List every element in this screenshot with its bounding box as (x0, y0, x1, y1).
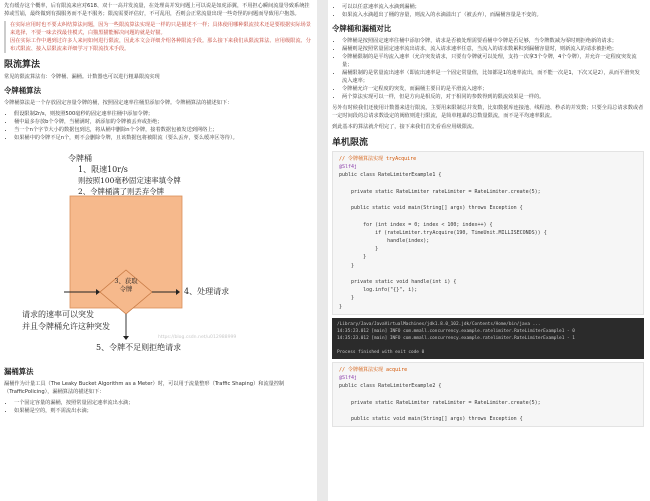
list-item: • 如果桶中的令牌不足n个，则不会删除令牌，且该数据包将被限流（要么丢弃，要么缓冲区等待）。 (14, 134, 311, 142)
diagram-step5: 5、令牌不足则拒绝请求 (96, 343, 182, 352)
diagram-step1a: 1、限速10r/s (78, 165, 128, 174)
intro-quote (4, 21, 311, 53)
compare-bullet-list (332, 37, 644, 101)
code-line: handle(index); (339, 238, 430, 245)
console-output (332, 318, 644, 359)
leaky-bullet-list (4, 399, 311, 415)
diagram-step3a: 3、获取 (114, 277, 138, 285)
arrow-down-head (123, 336, 129, 340)
heading-token-bucket: 令牌桶算法 (4, 86, 41, 95)
list-item: • 假设限制2r/s，则按照500毫秒的固定速率往桶中添加令牌； (14, 110, 311, 118)
list-item: • 桶中最多存放b个令牌，当桶满时，新添加的令牌被丢弃或拒绝； (14, 118, 311, 126)
list-item: • 两个算法实现可以一样，但是方向是相反的，对于相同的参数得到的限流效果是一样的。 (342, 93, 644, 101)
list-item: • 令牌桶是按照固定速率往桶中添加令牌，请求是否被处理需要看桶中令牌是否足够，当令牌数减为零时则拒绝新的请求； (342, 37, 644, 45)
diagram-step3 (112, 277, 140, 293)
list-item: • 令牌桶允许一定程度的突发，而漏桶主要目的是平滑流入速率； (342, 85, 644, 93)
algorithms-text: 常见的限流算法有：令牌桶、漏桶。计数器也可以进行粗暴限流实现 (4, 74, 160, 80)
diagram-req-a: 请求的速率可以突发 (22, 310, 94, 319)
code-line: public static void main(String[] args) throws Exception { (339, 416, 523, 423)
diagram-title: 令牌桶 (68, 154, 92, 163)
code-line: } (339, 246, 379, 253)
diagram-step2: 2、令牌桶满了则丢弃令牌 (78, 187, 165, 196)
code-line: public static void main(String[] args) throws Exception { (339, 205, 523, 212)
code-comment: // 令牌桶算法实现 acquire (339, 366, 408, 373)
heading-algorithms: 限流算法 (4, 60, 41, 70)
heading-compare: 令牌桶和漏桶对比 (332, 24, 392, 33)
leaky-intro: 漏桶作为计量工具（The Leaky Bucket Algorithm as a Meter）时，可以用于流量整形（Traffic Shaping）和流量控制（TrafficPolicing），漏桶算法的描述如下： (4, 381, 285, 395)
right-top-bullets (332, 3, 644, 19)
code-line: } (339, 303, 343, 310)
code-block-2 (332, 362, 644, 427)
token-bullet-list (4, 110, 311, 142)
diagram-step4: 4、处理请求 (184, 287, 230, 296)
heading-leaky-bucket: 漏桶算法 (4, 367, 34, 376)
transition-paragraph: 到此基本的算法就介绍完了，接下来我们首先看看应用级限流。 (332, 124, 478, 130)
code-annotation: @Slf4j (339, 164, 358, 171)
code-annotation: @Slf4j (339, 375, 358, 382)
console-line: 14:35:23.012 [main] INFO com.mmall.concurrency.example.ratelimiter.RateLimiterExample1 - 1 (337, 335, 575, 341)
code-line: private static RateLimiter rateLimiter = RateLimiter.create(5); (339, 188, 541, 195)
list-item: • 可以以任意速率流入水滴到漏桶； (342, 3, 644, 11)
list-item: • 如果流入水滴超出了桶的容量，则流入的水滴溢出了（被丢弃），而漏桶容量是不变的。 (342, 11, 644, 19)
token-bucket-diagram (8, 146, 258, 358)
counter-paragraph: 另外有时候我们还使用计数器来进行限流，主要用来限制总并发数，比如数据库连接池、线程池、秒杀的并发数；只要全局总请求数或者一定时间段的总请求数设定的阀值则进行限流，是简单粗暴的总数量限流，而不是平均速率限流。 (332, 105, 644, 119)
code-line: } (339, 262, 355, 269)
code-block-1 (332, 151, 644, 315)
code-line: log.info("{}", i); (339, 287, 418, 294)
list-item: • 漏桶则是按照常量固定速率流出请求，流入请求速率任意，当流入的请求数累积到漏桶容量时，则新流入的请求被拒绝； (342, 45, 644, 53)
intro-paragraph-3: 因在实际工作中遇到过许多人来问如何进行限流，因此本文会详细介绍各种限流手段。那么接下来我们从限流算法、应用级限流、分布式限流、接入层限流来详细学习下限流技术手段。 (10, 38, 311, 52)
list-item: • 令牌桶限制的是平均流入速率（允许突发请求，只要有令牌就可以处理，支持一次拿3个令牌，4个令牌），并允许一定程度突发流量； (342, 53, 644, 69)
list-item: • 一个固定容量的漏桶，按照常量固定速率流出水滴； (14, 399, 311, 407)
code-line: public class RateLimiterExample2 { (339, 383, 442, 390)
token-intro: 令牌桶算法是一个存放固定容量令牌的桶，按照固定速率往桶里添加令牌。令牌桶算法的描述如下： (4, 100, 233, 106)
list-item: • 当一个n个字节大小的数据包到达，将从桶中删除n个令牌，接着数据包被发送到网络上； (14, 126, 311, 134)
heading-single-node: 单机限流 (332, 138, 369, 148)
diagram-req-b: 并且令牌桶允许这种突发 (22, 322, 110, 331)
diagram-watermark: https://blog.csdn.net/u012988999 (158, 335, 237, 340)
code-line: public class RateLimiterExample1 { (339, 172, 442, 179)
console-line: /Library/Java/JavaVirtualMachines/jdk1.8.0_102.jdk/Contents/Home/bin/java ... (337, 321, 541, 327)
console-line: 14:35:23.012 [main] INFO com.mmall.concurrency.example.ratelimiter.RateLimiterExample1 - 0 (337, 328, 575, 334)
diagram-step3b: 令牌 (119, 285, 133, 293)
code-line: private static void handle(int i) { (339, 279, 457, 286)
code-line: private static RateLimiter rateLimiter = RateLimiter.create(5); (339, 399, 541, 406)
code-comment: // 令牌桶算法实现 tryAcquire (339, 156, 417, 162)
intro-paragraph-1: 先有缓存这个概率，后有限流来应对618、双十一高并发流量，在处理高并发问题上可以说是如虎添翼，不用担心瞬间流量导致系统挂掉或雪崩，最终做到有损服务而不是不服务；限流需要评估好，不可乱用，否则会正常流量出现一些奇怪的问题而导致用户抱怨。 (4, 3, 310, 17)
code-line: if (rateLimiter.tryAcquire(190, TimeUnit.MILLISECONDS)) { (339, 229, 547, 236)
code-line: for (int index = 0; index < 100; index++) { (339, 221, 493, 228)
code-line: } (339, 295, 355, 302)
right-page (328, 0, 650, 501)
console-line: Process finished with exit code 0 (337, 349, 425, 355)
list-item: • 漏桶限制的是常量流出速率（即流出速率是一个固定常量值，比如都是1的速率流出，而不能一次是1，下次又是2），从而平滑突发流入速率； (342, 69, 644, 85)
code-line: } (339, 254, 367, 261)
intro-paragraph-2: 在实际应用时也不要太纠结算法问题，因为一些限流算法实现是一样的只是描述不一样；具体使用哪种限流技术还是要根据实际场景来选择，不要一味去找最佳模式，白猫黑猫能解决问题的就是好猫。 (10, 22, 311, 36)
left-page (0, 0, 317, 501)
diagram-step1b: 则按照100毫秒固定速率填令牌 (78, 176, 181, 185)
list-item: • 如果桶是空的，则不需流出水滴； (14, 407, 311, 415)
